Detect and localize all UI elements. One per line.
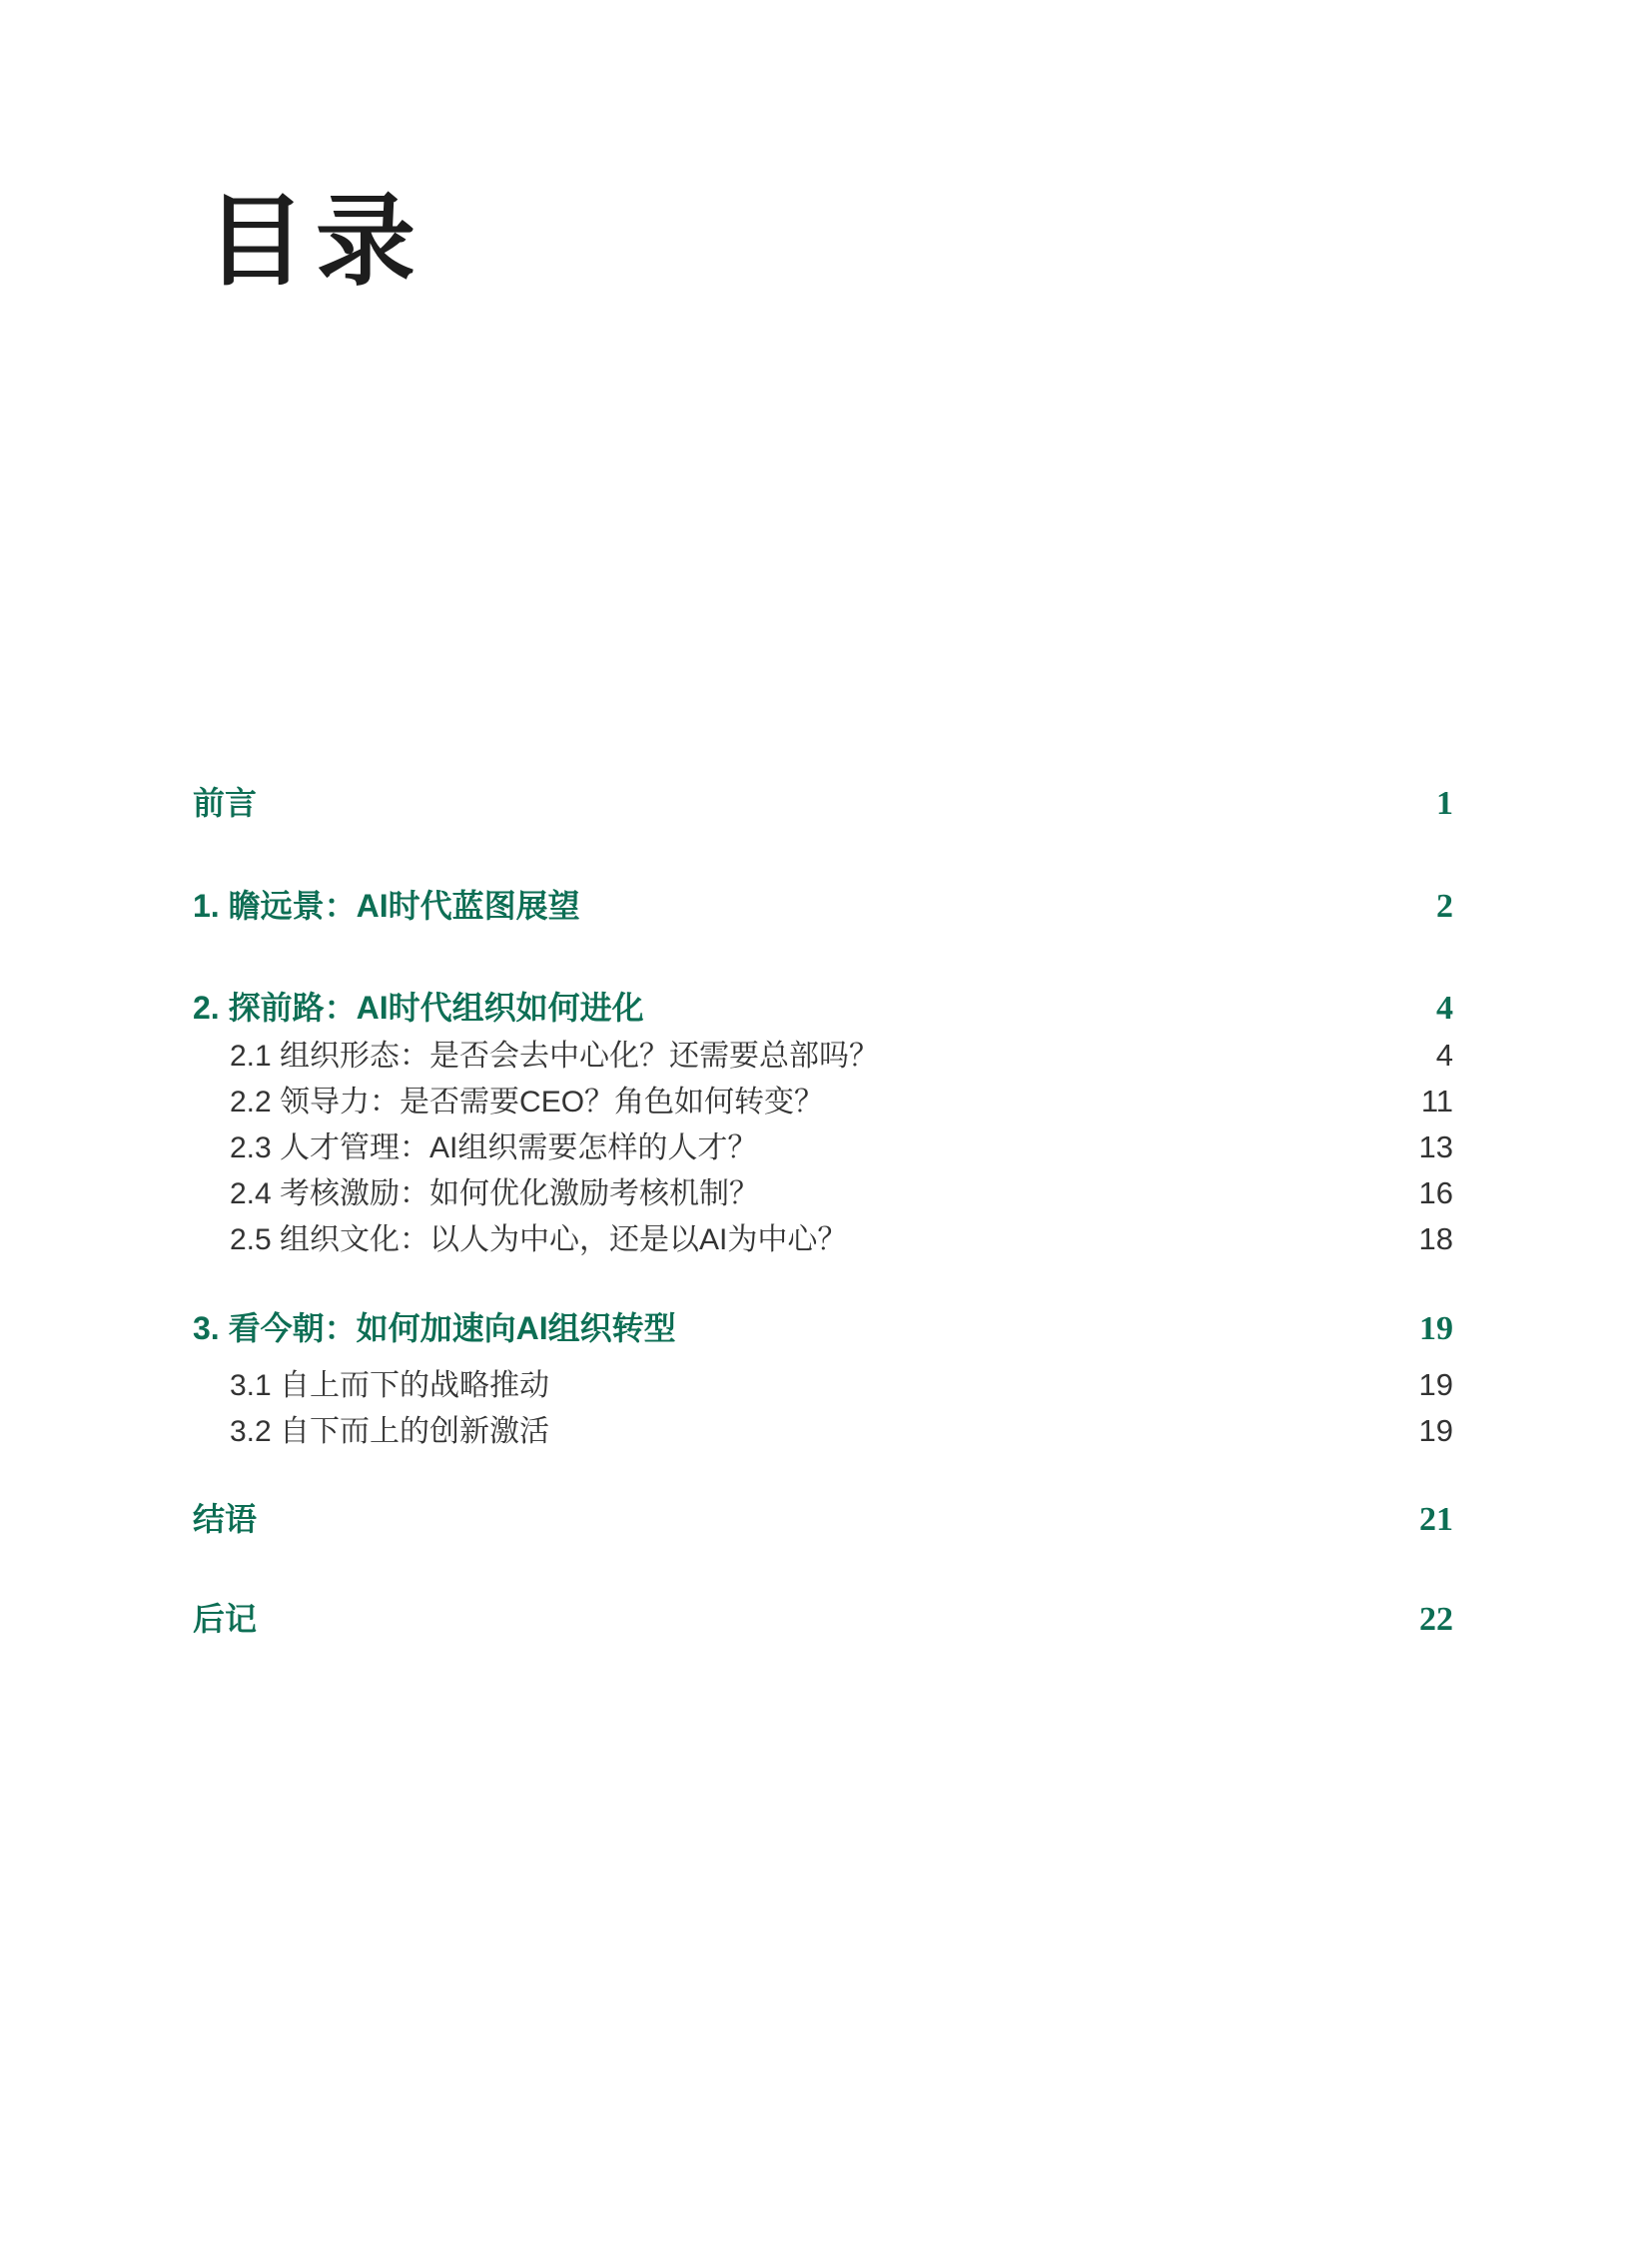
toc-entry-label: 2.4 考核激励：如何优化激励考核机制？ xyxy=(230,1177,760,1210)
toc-entry-page: 22 xyxy=(1419,1601,1453,1638)
toc-entry-label: 3.1 自上而下的战略推动 xyxy=(230,1369,550,1402)
page-title: 目录 xyxy=(206,187,425,298)
toc-row-section-2-2[interactable] xyxy=(193,1079,1453,1124)
toc-row-conclusion[interactable] xyxy=(193,1497,1453,1542)
toc-entry-page: 13 xyxy=(1418,1129,1453,1164)
toc-row-section-1[interactable] xyxy=(193,884,1453,929)
toc-entry-page: 18 xyxy=(1418,1221,1453,1256)
toc-entry-label: 2.5 组织文化：以人为中心，还是以AI为中心？ xyxy=(230,1223,848,1256)
toc-entry-label: 1. 瞻远景：AI时代蓝图展望 xyxy=(193,888,580,924)
toc-row-section-2-4[interactable] xyxy=(193,1170,1453,1216)
toc-entry-page: 4 xyxy=(1435,1038,1453,1073)
toc-entry-label: 2.3 人才管理：AI组织需要怎样的人才？ xyxy=(230,1131,758,1164)
toc-entry-page: 16 xyxy=(1418,1175,1453,1210)
toc-row-section-3-1[interactable] xyxy=(193,1362,1453,1408)
toc-row-section-2-5[interactable] xyxy=(193,1216,1453,1262)
toc-row-section-2-3[interactable] xyxy=(193,1124,1453,1170)
toc-entry-label: 前言 xyxy=(193,785,258,821)
toc-entry-label: 2. 探前路：AI时代组织如何进化 xyxy=(193,990,644,1026)
toc-entry-label: 3. 看今朝：如何加速向AI组织转型 xyxy=(193,1310,676,1346)
toc-entry-page: 19 xyxy=(1418,1413,1453,1448)
toc-entry-page: 2 xyxy=(1436,888,1453,925)
toc-entry-page: 4 xyxy=(1436,990,1453,1027)
toc-entry-page: 11 xyxy=(1420,1084,1453,1119)
toc-entry-page: 19 xyxy=(1418,1367,1453,1402)
toc-row-foreword[interactable] xyxy=(193,781,1453,826)
toc-entry-label: 结语 xyxy=(193,1501,258,1537)
toc-entry-label: 2.1 组织形态：是否会去中心化？还需要总部吗？ xyxy=(230,1040,880,1073)
toc-row-section-3[interactable] xyxy=(193,1306,1453,1351)
toc-entry-page: 21 xyxy=(1419,1501,1453,1538)
toc-entry-page: 19 xyxy=(1419,1310,1453,1347)
toc-entry-label: 后记 xyxy=(193,1601,258,1637)
toc-entry-label: 2.2 领导力：是否需要CEO？角色如何转变？ xyxy=(230,1086,825,1119)
toc-row-section-2[interactable] xyxy=(193,986,1453,1031)
toc-row-section-2-1[interactable] xyxy=(193,1033,1453,1079)
toc-row-postscript[interactable] xyxy=(193,1597,1453,1642)
toc-entry-label: 3.2 自下而上的创新激活 xyxy=(230,1415,550,1448)
toc-row-section-3-2[interactable] xyxy=(193,1408,1453,1454)
toc-entry-page: 1 xyxy=(1436,785,1453,822)
table-of-contents xyxy=(193,781,1453,1642)
